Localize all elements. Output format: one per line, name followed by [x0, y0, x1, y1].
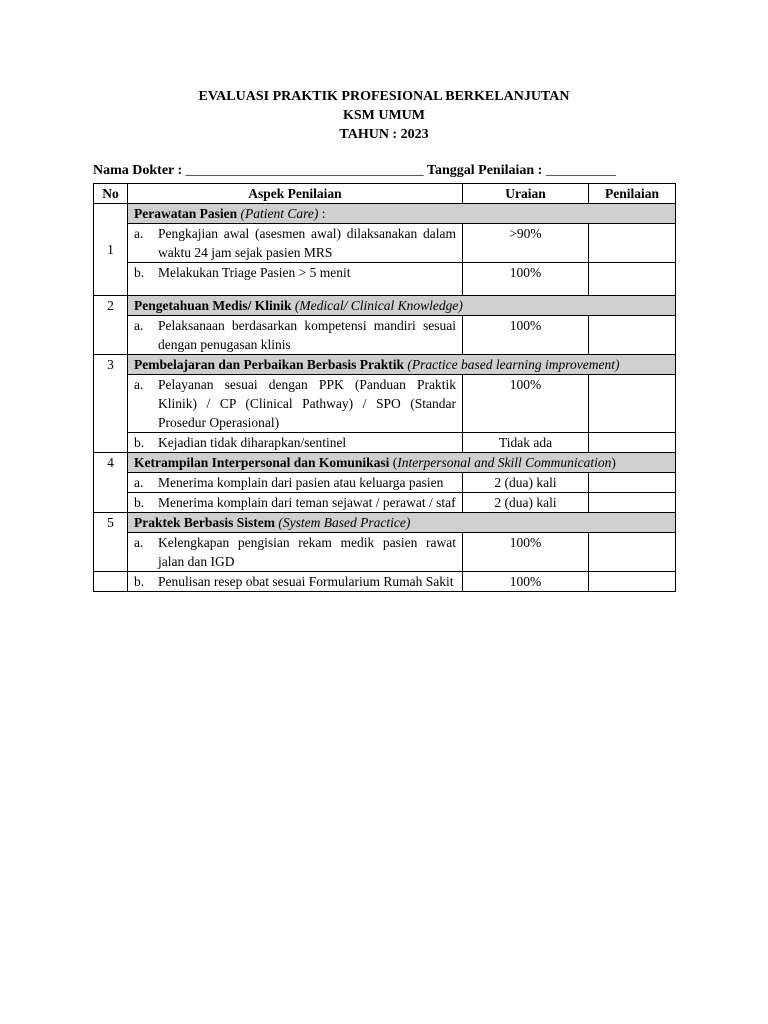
penilaian-cell[interactable] [589, 224, 676, 263]
aspek-cell: b. Kejadian tidak diharapkan/sentinel [128, 433, 463, 453]
evaluation-table [93, 183, 676, 592]
table-row [94, 572, 676, 592]
nama-dokter-field[interactable]: __________________________________ [185, 163, 424, 178]
uraian-cell: 100% [463, 263, 589, 296]
tanggal-penilaian-label: Tanggal Penilaian : [423, 163, 546, 178]
section-row-1 [94, 204, 676, 224]
table-row [94, 316, 676, 355]
nama-dokter-label: Nama Dokter : [93, 163, 186, 178]
section-number: 5 [94, 513, 128, 572]
aspek-cell: a. Kelengkapan pengisian rekam medik pasien rawat jalan dan IGD [128, 533, 463, 572]
aspek-cell: a. Menerima komplain dari pasien atau keluarga pasien [128, 473, 463, 493]
aspek-cell: b. Menerima komplain dari teman sejawat / perawat / staf [128, 493, 463, 513]
document-title-block [0, 87, 768, 144]
section-row-5 [94, 513, 676, 533]
document-title: EVALUASI PRAKTIK PROFESIONAL BERKELANJUTAN [198, 89, 570, 104]
section-title: Perawatan Pasien (Patient Care) : [128, 204, 676, 224]
section-row-2 [94, 296, 676, 316]
penilaian-cell[interactable] [589, 473, 676, 493]
uraian-cell: 100% [463, 533, 589, 572]
table-row [94, 493, 676, 513]
penilaian-cell[interactable] [589, 263, 676, 296]
penilaian-cell[interactable] [589, 433, 676, 453]
penilaian-cell[interactable] [589, 493, 676, 513]
section-number: 4 [94, 453, 128, 513]
header-uraian: Uraian [463, 184, 589, 204]
table-row [94, 533, 676, 572]
uraian-cell: 100% [463, 375, 589, 433]
section-row-3 [94, 355, 676, 375]
section-title: Ketrampilan Interpersonal dan Komunikasi (Interpersonal and Skill Communication) [128, 453, 676, 473]
aspek-cell: b. Penulisan resep obat sesuai Formularium Rumah Sakit [128, 572, 463, 592]
uraian-cell: 2 (dua) kali [463, 473, 589, 493]
aspek-cell: a. Pelaksanaan berdasarkan kompetensi mandiri sesuai dengan penugasan klinis [128, 316, 463, 355]
section-title: Praktek Berbasis Sistem (System Based Practice) [128, 513, 676, 533]
header-penilaian: Penilaian [589, 184, 676, 204]
section-number: 1 [94, 204, 128, 296]
uraian-cell: >90% [463, 224, 589, 263]
tanggal-penilaian-field[interactable]: __________ [545, 163, 616, 178]
aspek-cell: a. Pelayanan sesuai dengan PPK (Panduan Praktik Klinik) / CP (Clinical Pathway) / SPO (Standar Prosedur Operasional) [128, 375, 463, 433]
penilaian-cell[interactable] [589, 316, 676, 355]
uraian-cell: 100% [463, 572, 589, 592]
section-title: Pengetahuan Medis/ Klinik (Medical/ Clinical Knowledge) [128, 296, 676, 316]
table-row [94, 473, 676, 493]
section-number: 3 [94, 355, 128, 453]
penilaian-cell[interactable] [589, 533, 676, 572]
document-year: TAHUN : 2023 [339, 127, 429, 142]
document-subtitle-ksm: KSM UMUM [342, 108, 426, 123]
number-cell-empty [94, 572, 128, 592]
aspek-cell: a. Pengkajian awal (asesmen awal) dilaksanakan dalam waktu 24 jam sejak pasien MRS [128, 224, 463, 263]
aspek-cell: b. Melakukan Triage Pasien > 5 menit [128, 263, 463, 296]
header-aspek: Aspek Penilaian [128, 184, 463, 204]
uraian-cell: 2 (dua) kali [463, 493, 589, 513]
section-title: Pembelajaran dan Perbaikan Berbasis Praktik (Practice based learning improvement) [128, 355, 676, 375]
table-row [94, 433, 676, 453]
header-no: No [94, 184, 128, 204]
uraian-cell: 100% [463, 316, 589, 355]
header-fields [93, 163, 675, 179]
table-header-row [94, 184, 676, 204]
table-row [94, 375, 676, 433]
table-row [94, 263, 676, 296]
penilaian-cell[interactable] [589, 572, 676, 592]
penilaian-cell[interactable] [589, 375, 676, 433]
section-number: 2 [94, 296, 128, 355]
section-row-4 [94, 453, 676, 473]
table-row [94, 224, 676, 263]
uraian-cell: Tidak ada [463, 433, 589, 453]
